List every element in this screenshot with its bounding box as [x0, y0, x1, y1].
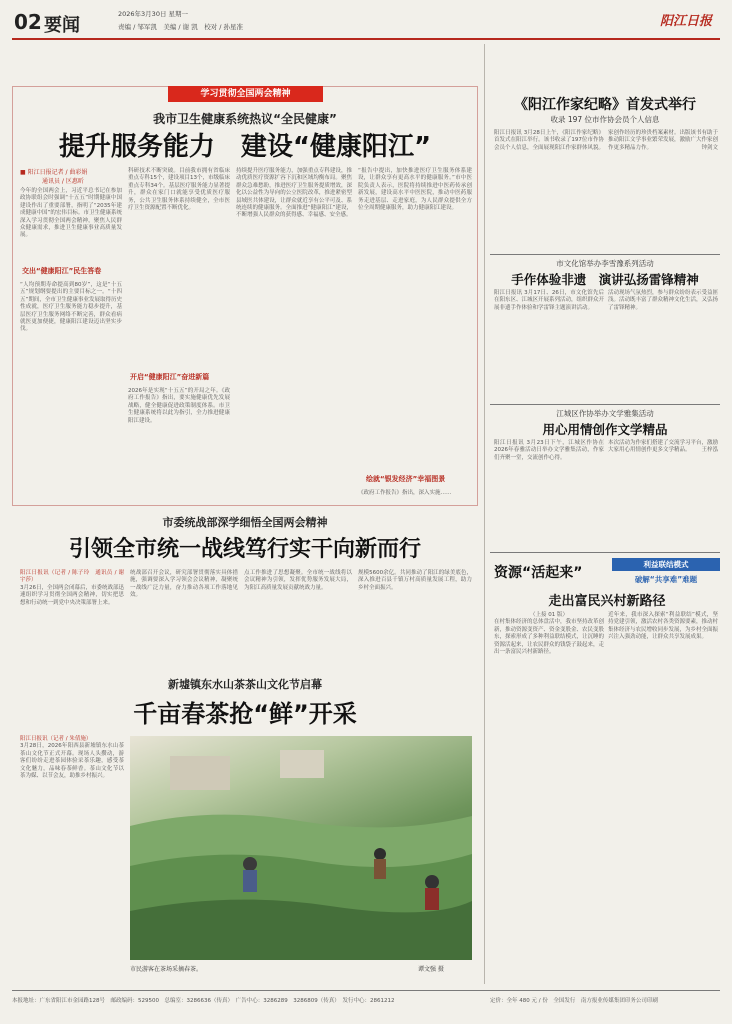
article-kicker: 江城区作协举办文学雅集活动 — [556, 409, 654, 418]
article-banner: 学习贯彻全国两会精神 — [168, 86, 323, 102]
body-text: 活动现场气氛热烈，参与群众纷纷表示受益匪浅。活动既丰富了群众精神文化生活，又弘扬了雷锋精神。 — [608, 290, 719, 311]
page-number: 02 — [14, 10, 42, 34]
body-text — [20, 570, 124, 664]
body-text: 统战部召开会议，研究部署贯彻落实具体措施，强调要深入学习领会会议精神，凝聚统一战线广泛力量，奋力推动各项工作落地见效。 — [130, 570, 238, 599]
section-rule — [490, 552, 720, 553]
page-header — [0, 0, 732, 38]
section-name: 要闻 — [44, 15, 80, 36]
byline-contributor: 通讯员 / 区惠昕 — [42, 178, 84, 185]
article-kicker: 我市卫生健康系统热议“全民健康” — [153, 112, 337, 126]
headline: 千亩春茶抢“鲜”开采 — [133, 700, 357, 728]
footer-rule — [12, 990, 720, 991]
byline — [20, 168, 120, 186]
headline-line-2: 走出富民兴村新路径 — [548, 594, 666, 609]
body-text — [494, 612, 604, 982]
body-text: 家创作经历的珍贵档案素材。出版该书有助于推动阳江文学事业繁荣发展，激励广大作家创作更多精品力作。 钟剑文 — [608, 130, 719, 151]
editors: 责编 / 邹军凯 美编 / 谢 凯 校对 / 孙星准 — [118, 23, 244, 31]
headline: 用心用情创作文学精品 — [542, 422, 668, 437]
section-rule — [490, 254, 720, 255]
tea-field-illustration — [130, 736, 472, 960]
lead-text: （上接 01 版） — [530, 612, 568, 618]
body-text: 阳江日报讯 3月17日、26日，市文化馆先后在阳东区、江城区开展系列活动，组织群众开展非遗手作体验和学雷锋主题演讲活动。 — [494, 290, 605, 311]
author-sign: 钟剑文 — [701, 144, 718, 151]
headline: 手作体验非遗 演讲弘扬雷锋精神 — [511, 272, 699, 287]
section-rule — [490, 404, 720, 405]
body-text: “人均预期寿命提高到80岁”，这是“十五五”规划纲要提出的主要目标之一。“十四五”期间，全市卫生健康事业发展取得历史性成就，医疗卫生服务能力稳步提升，基层医疗卫生服务网络不断完善，群众看病就医更加便捷，健康阳江建设迈出坚实步伐。 — [20, 282, 122, 333]
byline: 阳江日报讯（记者 / 朱倩施） — [20, 736, 92, 742]
subheading: 交出“健康阳江”民生答卷 — [22, 267, 102, 275]
body-text: “报告中提出，加快推进医疗卫生服务体系建设，让群众享有更高水平的健康服务。”市中医院负责人表示，医院将持续推进中医药传承创新发展，建设高水平中医医院，推动中医药服务走进基层、走进家庭，为人民群众提供全方位全周期健康服务，助力健康阳江建设。 — [358, 168, 472, 212]
article-kicker: 新墟镇东水山茶茶山文化节启幕 — [168, 678, 322, 691]
headline: 引领全市统一战线笃行实干向新而行 — [68, 537, 421, 562]
body-text: 阳江日报讯 3月28日上午，《阳江作家纪略》首发式在阳江举行。该书收录了197位市作协会员个人信息，全面展现阳江作家群体风貌。 — [494, 130, 605, 151]
article-kicker: 市委统战部深学细悟全国两会精神 — [162, 516, 328, 529]
newspaper-logo: 阳江日报 — [660, 14, 713, 29]
subheadline: 收录 197 位市作协会员个人信息 — [550, 115, 660, 124]
body-text: 在村集体经济的总体盘活中，我市坚持改革创新，推动资源变资产、资金变股金、农民变股东，探索形成了多种利益联结模式，让沉睡的资源活起来，让农民群众的钱袋子鼓起来，走出一条富民兴村新路径。 — [494, 619, 605, 656]
headline: 《阳江作家纪略》首发式举行 — [514, 97, 696, 113]
byline-reporter: ■ 阳江日报记者 / 曲彩娟 — [20, 169, 88, 176]
footer-address: 本报地址：广东省阳江市金园路128号 邮政编码：529500 总编室：3286636（传真） 广告中心：3286289 3286809（传真） 发行中心：2861212 — [12, 998, 395, 1004]
photo-caption: 市民游客在茶场采摘春茶。 — [130, 966, 203, 973]
column-divider — [484, 44, 485, 984]
issue-date: 2026年3月30日 星期一 — [118, 10, 189, 18]
topic-subbadge: 破解“共享难”难题 — [634, 575, 698, 584]
body-text: 本次活动为作家们搭建了交流学习平台，激励大家用心用情创作更多文学精品。 王梓泓 — [608, 440, 719, 454]
topic-badge: 利益联结模式 — [612, 558, 720, 571]
body-text: 近年来，我市深入探索“利益联结”模式，坚持党建引领，激活农村各类资源要素，推动村集体经济与农民增收同步发展，为乡村全面振兴注入强劲动能，让群众共享发展成果。 — [608, 612, 719, 641]
author-sign: 王梓泓 — [701, 447, 718, 454]
tea-photo — [130, 736, 472, 960]
byline: 阳江日报讯（记者 / 陈子玲 通讯员 / 谢宇莎） — [20, 570, 124, 584]
body-text: 点工作推进了思想凝聚。全市统一战线将以会议精神为引领，发挥优势服务发展大局，为阳江高质量发展贡献统战力量。 — [244, 570, 352, 591]
subheading: 开启“健康阳江”奋进新篇 — [130, 373, 210, 381]
body-text: 《政府工作报告》指出，深入实施…… — [358, 490, 452, 496]
subheading: 绘就“银发经济”幸福图景 — [366, 475, 446, 483]
footer-price: 定价：全年 480 元 / 份 全国发行 南方报业传媒集团印务公司印刷 — [490, 998, 658, 1004]
body-text: 持续提升医疗服务能力，加强重点专科建设，推动优质医疗资源扩容下沉和区域均衡布局。聚焦群众急难愁盼，推进医疗卫生服务提质增效，深化以公益性为导向的公立医院改革，推进紧密型县域医共体建设，让群众就近享有公平可及、系统连续的健康服务。全面推进“健康阳江”建设，不断增强人民群众的获得感、幸福感、安全感。 — [236, 168, 352, 219]
body-text — [20, 736, 124, 982]
headline: 提升服务能力 建设“健康阳江” — [58, 132, 432, 162]
body-text: 2026年是实现“十五五”的开局之年。《政府工作报告》指出，要实施健康优先发展战略，健全健康促进政策制度体系。市卫生健康系统将以此为指引，全力推进健康阳江建设。 — [128, 388, 230, 424]
photo-credit: 谭文强 摄 — [418, 966, 444, 973]
body-text: 科研技术不断突破。目前我市拥有省临床重点专科15个，建设项目13个，市级临床重点专科34个。基层医疗服务能力显著提升，群众在家门口就能享受优质医疗服务，公共卫生服务体系持续健全，全市医疗卫生资源配置不断优化。 — [128, 168, 230, 212]
body-text: 规模5600余亿。共同推动了阳江的绿美底色，深入推进百县千镇万村高质量发展工程，助力乡村全面振兴。 — [358, 570, 472, 591]
body-text: 3月28日，2026年阳西县新墟镇东水山茶茶山文化节正式开幕。现场人头攒动，游客们纷纷走进茶园体验采茶乐趣，感受茶文化魅力，品味春茶鲜香。茶山文化节以茶为媒、以节会友，助推乡村振兴。 — [20, 743, 124, 780]
article-kicker: 市文化馆举办李雪豫系列活动 — [556, 259, 654, 268]
headline-line-1: 资源“活起来” — [494, 565, 583, 581]
body-text: 今年的全国两会上，习近平总书记在参加政协联组会时强调“十五五”时期健康中国建设作出了重要部署，指明了“2035年建成健康中国”的宏伟目标。市卫生健康系统深入学习贯彻全国两会精神，聚焦人民群众健康需求，推进卫生健康事业高质量发展。 — [20, 188, 122, 239]
body-text: 3月26日，全国两会闭幕后，市委统战部迅速组织学习贯彻全国两会精神，切实把思想和行动统一到党中央决策部署上来。 — [20, 584, 124, 606]
body-text: 阳江日报讯 3月23日下午，江城区作协在2026年春雅活动日举办文学雅集活动，作家们齐聚一堂，交流创作心得。 — [494, 440, 604, 461]
